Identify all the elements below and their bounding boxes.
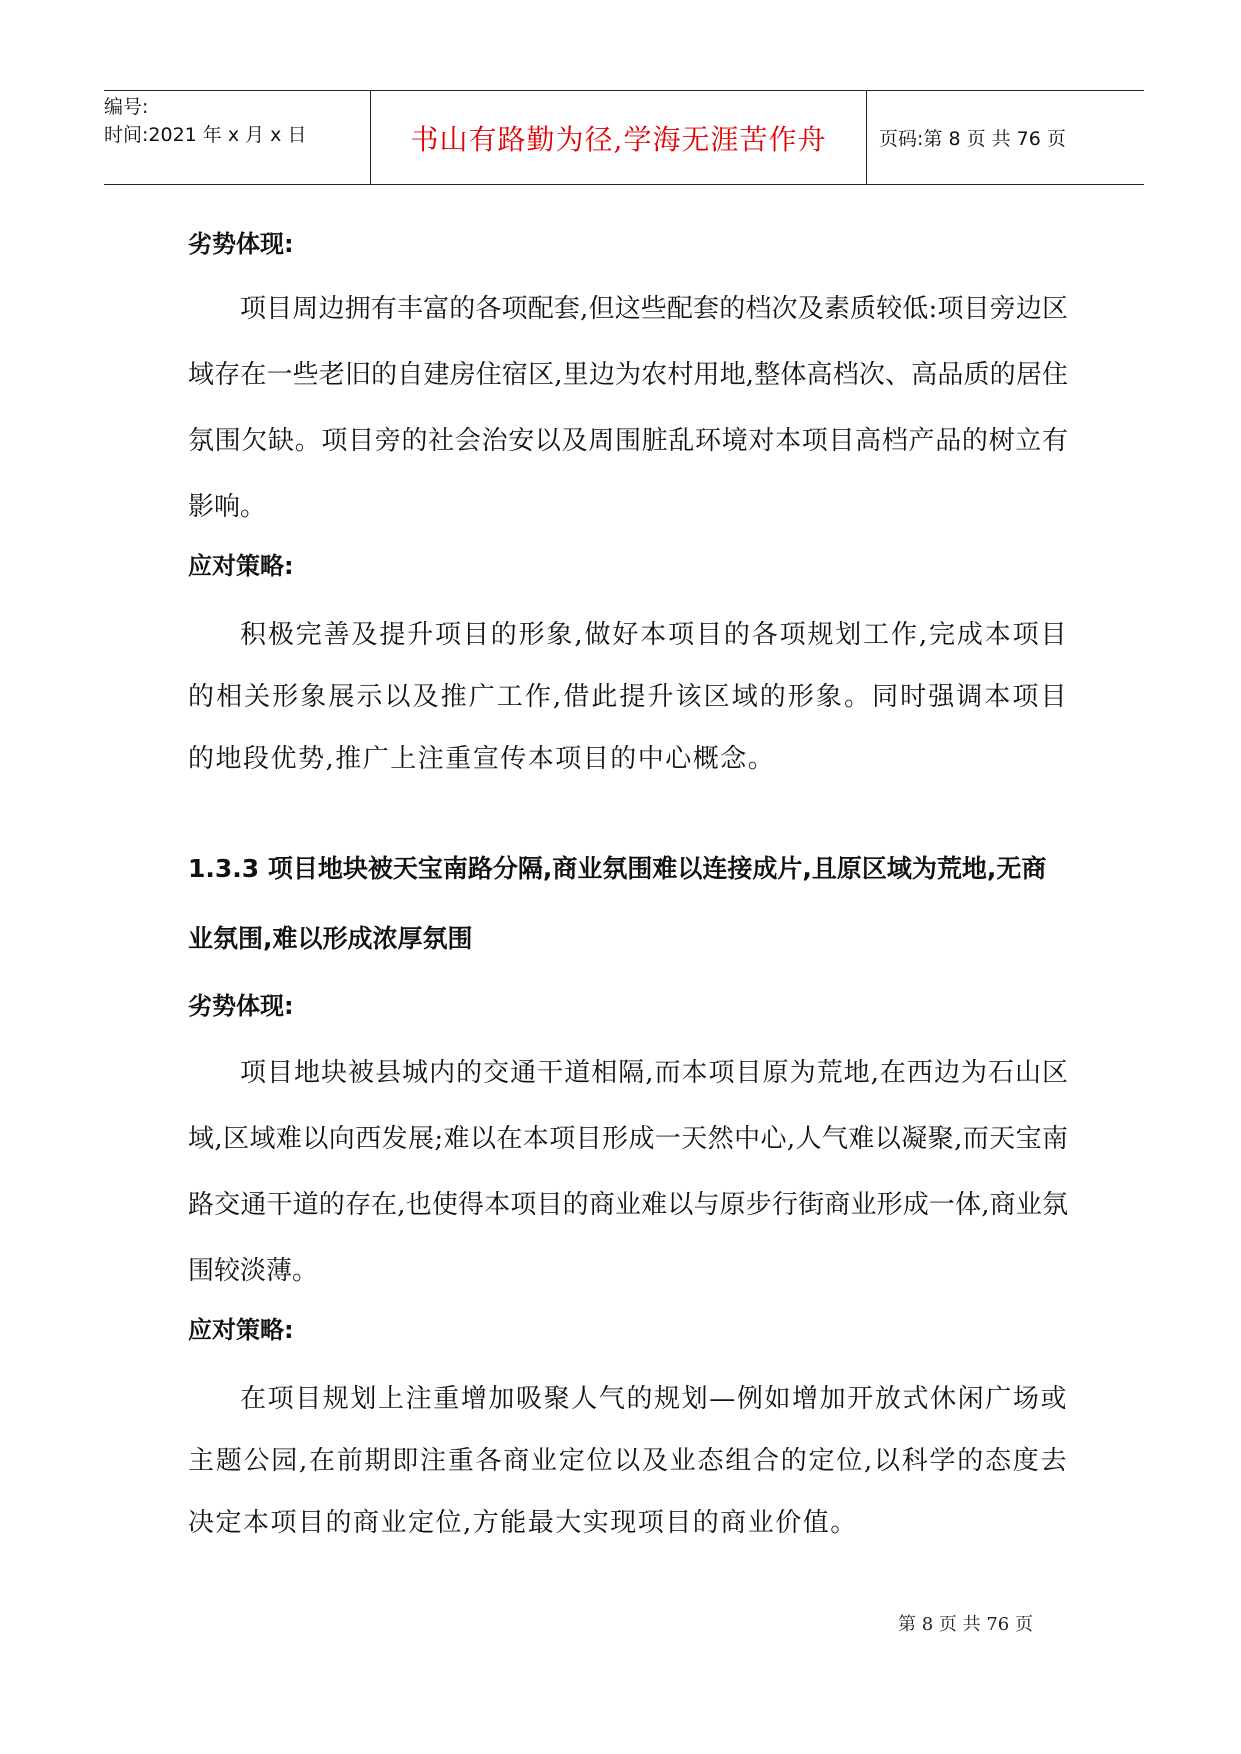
strategy-heading-2: 应对策略:: [188, 1316, 294, 1344]
page-header: [104, 90, 1144, 185]
strategy-heading: 应对策略:: [188, 552, 294, 580]
weakness-paragraph: 项目周边拥有丰富的各项配套,但这些配套的档次及素质较低:项目旁边区域存在一些老旧的自建房住宿区,里边为农村用地,整体高档次、高品质的居住氛围欠缺。项目旁的社会治安以及周围脏乱环境对本项目高档产品的树立有影响。: [188, 294, 1068, 522]
document-date: 时间:2021 年 x 月 x 日: [104, 124, 307, 146]
strategy-paragraph: 积极完善及提升项目的形象,做好本项目的各项规划工作,完成本项目的相关形象展示以及推广工作,借此提升该区域的形象。同时强调本项目的地段优势,推广上注重宣传本项目的中心概念。: [188, 620, 1068, 774]
header-page-info-cell: [869, 91, 1154, 184]
weakness-paragraph-2: 项目地块被县城内的交通干道相隔,而本项目原为荒地,在西边为石山区域,区域难以向西发展;难以在本项目形成一天然中心,人气难以凝聚,而天宝南路交通干道的存在,也使得本项目的商业难以与原步行街商业形成一体,商业氛围较淡薄。: [188, 1058, 1068, 1286]
section-title: 1.3.3 项目地块被天宝南路分隔,商业氛围难以连接成片,且原区域为荒地,无商业氛围,难以形成浓厚氛围: [188, 854, 1047, 953]
document-body: [188, 224, 1068, 1554]
weakness-heading: 劣势体现:: [188, 230, 294, 258]
header-motto: 书山有路勤为径,学海无涯苦作舟: [410, 122, 827, 156]
header-meta: [104, 91, 369, 186]
document-number-label: 编号:: [104, 96, 149, 118]
strategy-paragraph-2: 在项目规划上注重增加吸聚人气的规划—例如增加开放式休闲广场或主题公园,在前期即注重各商业定位以及业态组合的定位,以科学的态度去决定本项目的商业定位,方能最大实现项目的商业价值。: [188, 1384, 1068, 1538]
header-motto-cell: [370, 91, 867, 184]
header-page-number: 页码:第 8 页 共 76 页: [879, 128, 1066, 150]
page-footer: 第 8 页 共 76 页: [898, 1614, 1033, 1635]
weakness-heading-2: 劣势体现:: [188, 992, 294, 1020]
